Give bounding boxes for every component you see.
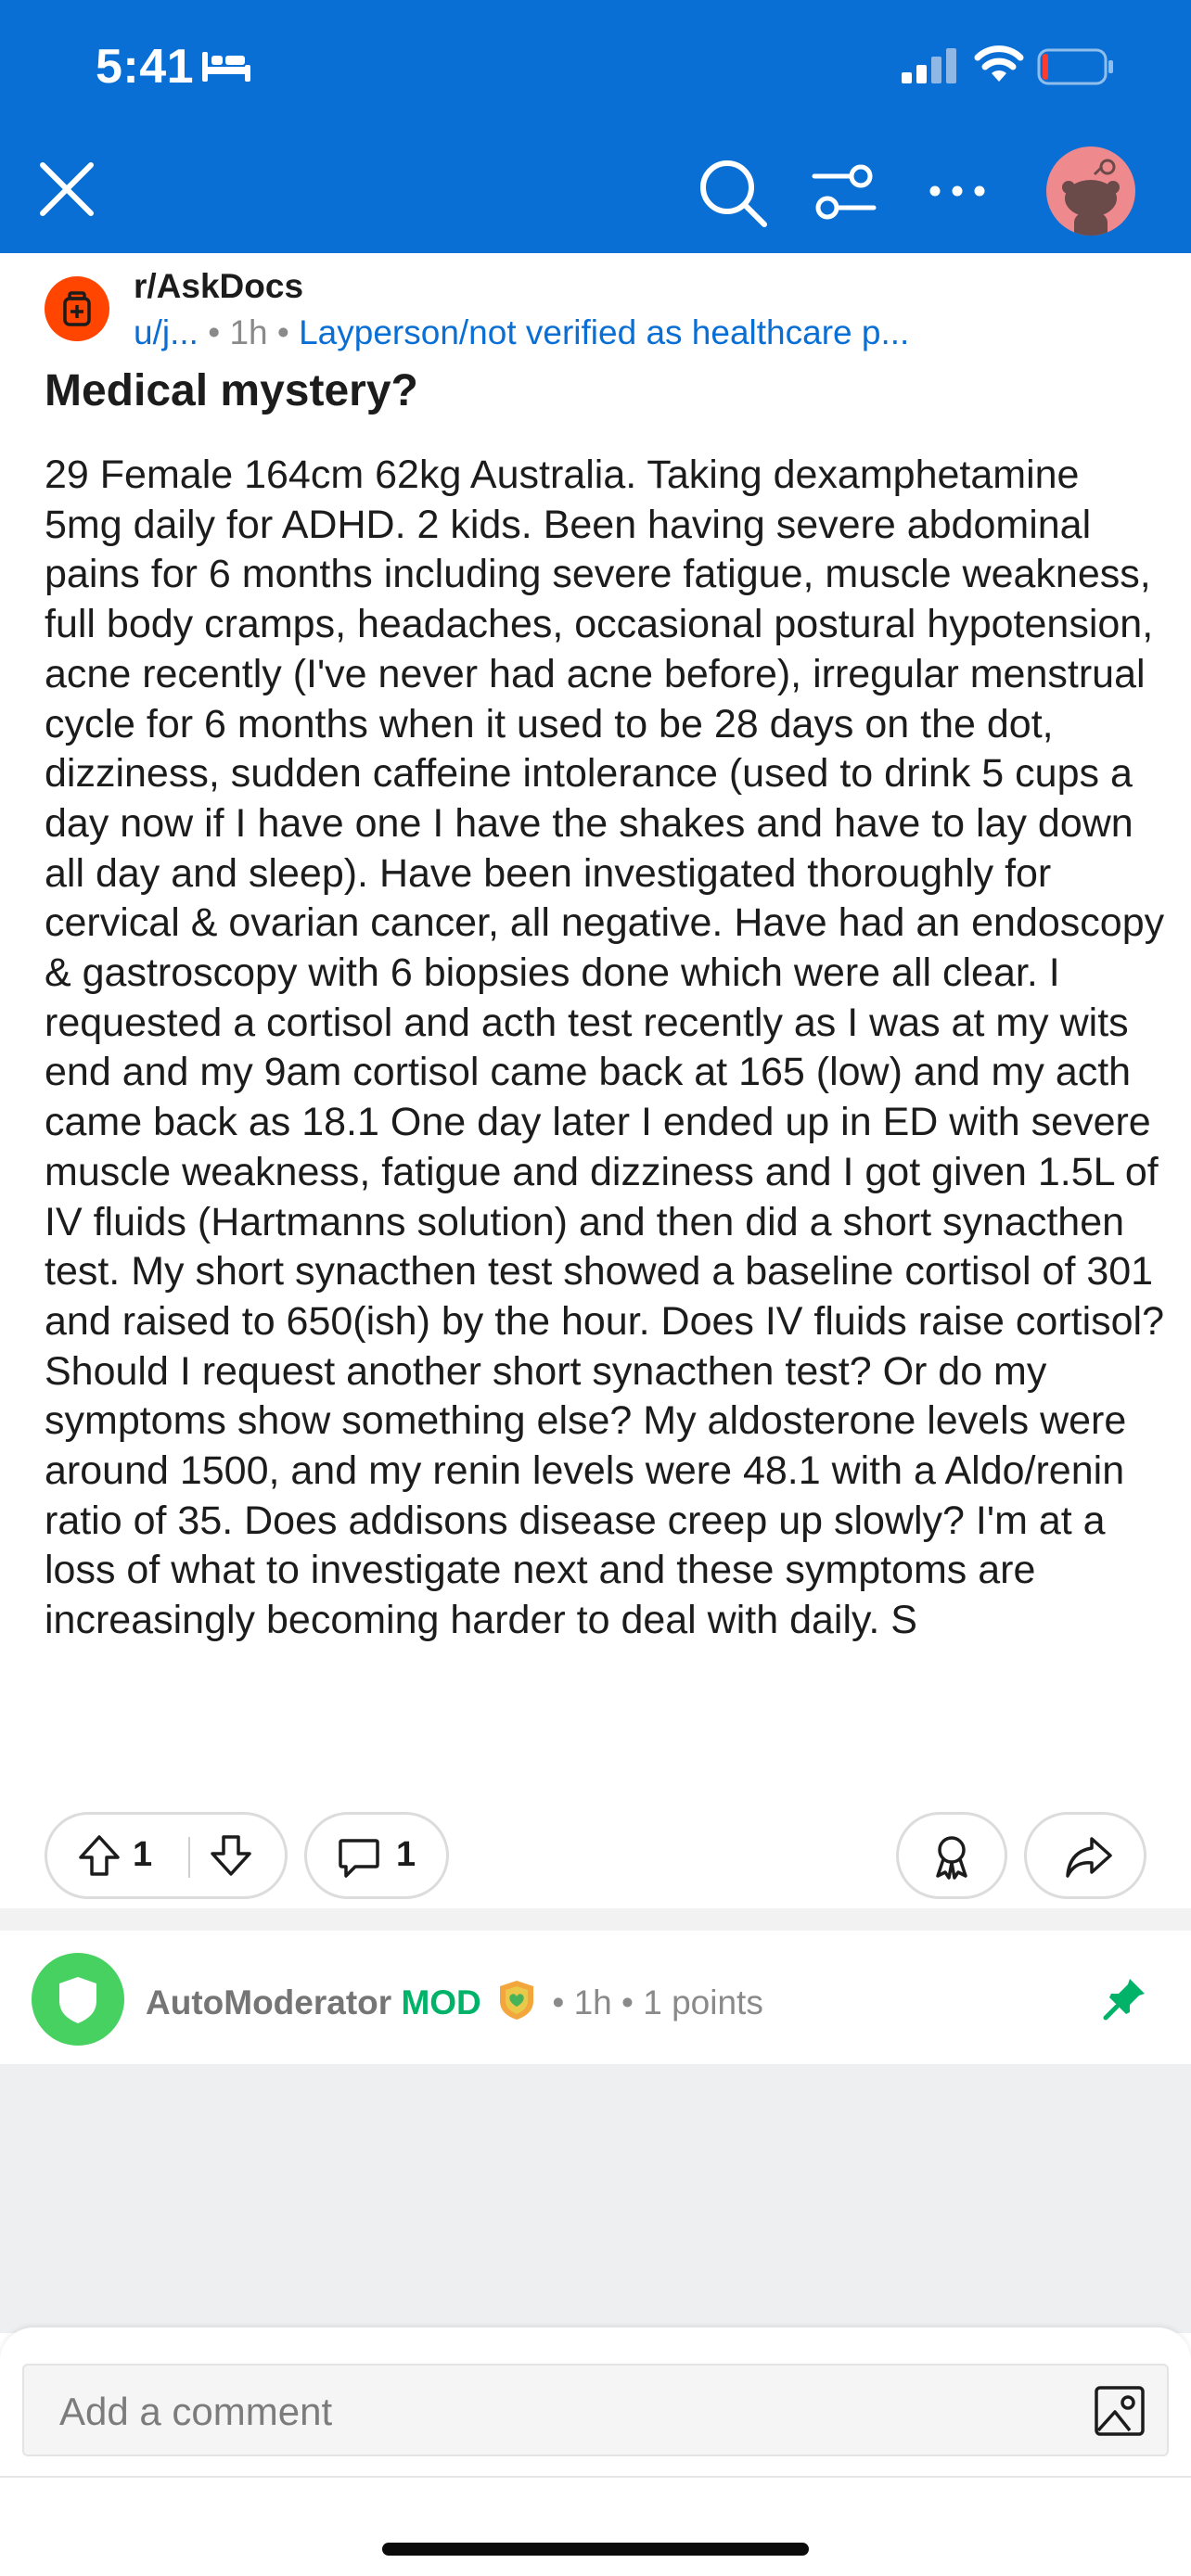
meta-separator: •	[208, 313, 230, 351]
subreddit-name[interactable]: r/AskDocs	[134, 267, 304, 305]
upvote-count: 1	[133, 1835, 153, 1874]
automod-meta	[146, 1979, 763, 2022]
status-time: 5:41	[96, 40, 195, 94]
comment-icon	[335, 1833, 383, 1881]
battery-icon	[1037, 48, 1115, 85]
automod-points: 1 points	[643, 1983, 763, 2021]
upvote-icon[interactable]	[75, 1831, 123, 1880]
comment-composer	[0, 2327, 1191, 2576]
cellular-signal-icon	[902, 48, 959, 83]
comments-button[interactable]	[304, 1812, 449, 1899]
search-icon[interactable]	[696, 156, 770, 230]
snoo-avatar-icon	[1046, 147, 1135, 236]
pin-icon	[1102, 1975, 1148, 2021]
post-meta	[134, 313, 909, 352]
post-age: 1h	[229, 313, 268, 351]
subreddit-icon[interactable]	[45, 276, 109, 341]
meta-separator: •	[552, 1983, 574, 2021]
automod-age: 1h	[573, 1983, 612, 2021]
shield-icon	[32, 1953, 124, 2046]
share-icon	[1064, 1833, 1114, 1881]
award-button[interactable]	[896, 1812, 1007, 1899]
user-avatar[interactable]	[1046, 147, 1135, 236]
automod-username[interactable]: AutoModerator	[146, 1983, 392, 2021]
comment-count: 1	[396, 1835, 416, 1874]
meta-separator: •	[276, 313, 300, 351]
mod-shield-icon	[496, 1979, 537, 2021]
section-separator	[0, 1908, 1191, 1931]
sleep-mode-icon	[200, 48, 252, 85]
comment-input[interactable]	[22, 2364, 1169, 2456]
downvote-icon[interactable]	[207, 1831, 255, 1880]
post-body: 29 Female 164cm 62kg Australia. Taking dexamphetamine 5mg daily for ADHD. 2 kids. Been having severe abdominal pains for 6 months including severe fatigue, muscle weakness, full body cramps, headaches, occasional postural hypotension, acne recently (I've never had acne before), irregular menstrual cycle for 6 months when it used to be 28 days on the dot, dizziness, sudden caffeine intolerance (used to drink 5 cups a day now if I have one I have the shakes and have to lay down all day and sleep). Have been investigated thoroughly for cervical & ovarian cancer, all negative. Have had an endoscopy & gastroscopy with 6 biopsies done which were all clear. I requested a cortisol and acth test recently as I was at my wits end and my 9am cortisol came back at 165 (low) and my acth came back as 18.1 One day later I ended up in ED with severe muscle weakness, fatigue and dizziness and I got given 1.5L of IV fluids (Hartmanns solution) and then did a short synacthen test. My short synacthen test showed a baseline cortisol of 301 and raised to 650(ish) by the hour. Does IV fluids raise cortisol? Should I request another short synacthen test? Or do my symptoms show something else? My aldosterone levels were around 1500, and my renin levels were 48.1 with a Aldo/renin ratio of 35. Does addisons disease creep up slowly? I'm at a loss of what to investigate next and these symptoms are increasingly becoming harder to deal with daily. S	[45, 453, 1165, 1643]
wifi-icon	[974, 45, 1024, 83]
vote-control	[45, 1812, 288, 1899]
home-indicator[interactable]	[382, 2543, 809, 2556]
automod-avatar[interactable]	[32, 1953, 124, 2046]
vote-divider	[188, 1837, 190, 1878]
mod-badge: MOD	[401, 1983, 481, 2021]
post-author[interactable]: u/j...	[134, 313, 198, 351]
comment-placeholder: Add a comment	[59, 2390, 333, 2433]
post-title: Medical mystery?	[45, 366, 418, 415]
top-app-bar	[0, 0, 1191, 253]
composer-divider	[0, 2476, 1191, 2478]
user-flair: Layperson/not verified as healthcare p...	[299, 313, 910, 351]
medical-bag-icon	[45, 276, 109, 341]
more-options-icon[interactable]	[924, 165, 991, 217]
award-icon	[927, 1831, 977, 1881]
close-icon[interactable]	[33, 156, 100, 223]
sort-filter-icon[interactable]	[809, 159, 879, 226]
image-upload-icon[interactable]	[1091, 2382, 1148, 2440]
comments-area-background	[0, 2064, 1191, 2333]
meta-separator: •	[621, 1983, 644, 2021]
share-button[interactable]	[1024, 1812, 1146, 1899]
